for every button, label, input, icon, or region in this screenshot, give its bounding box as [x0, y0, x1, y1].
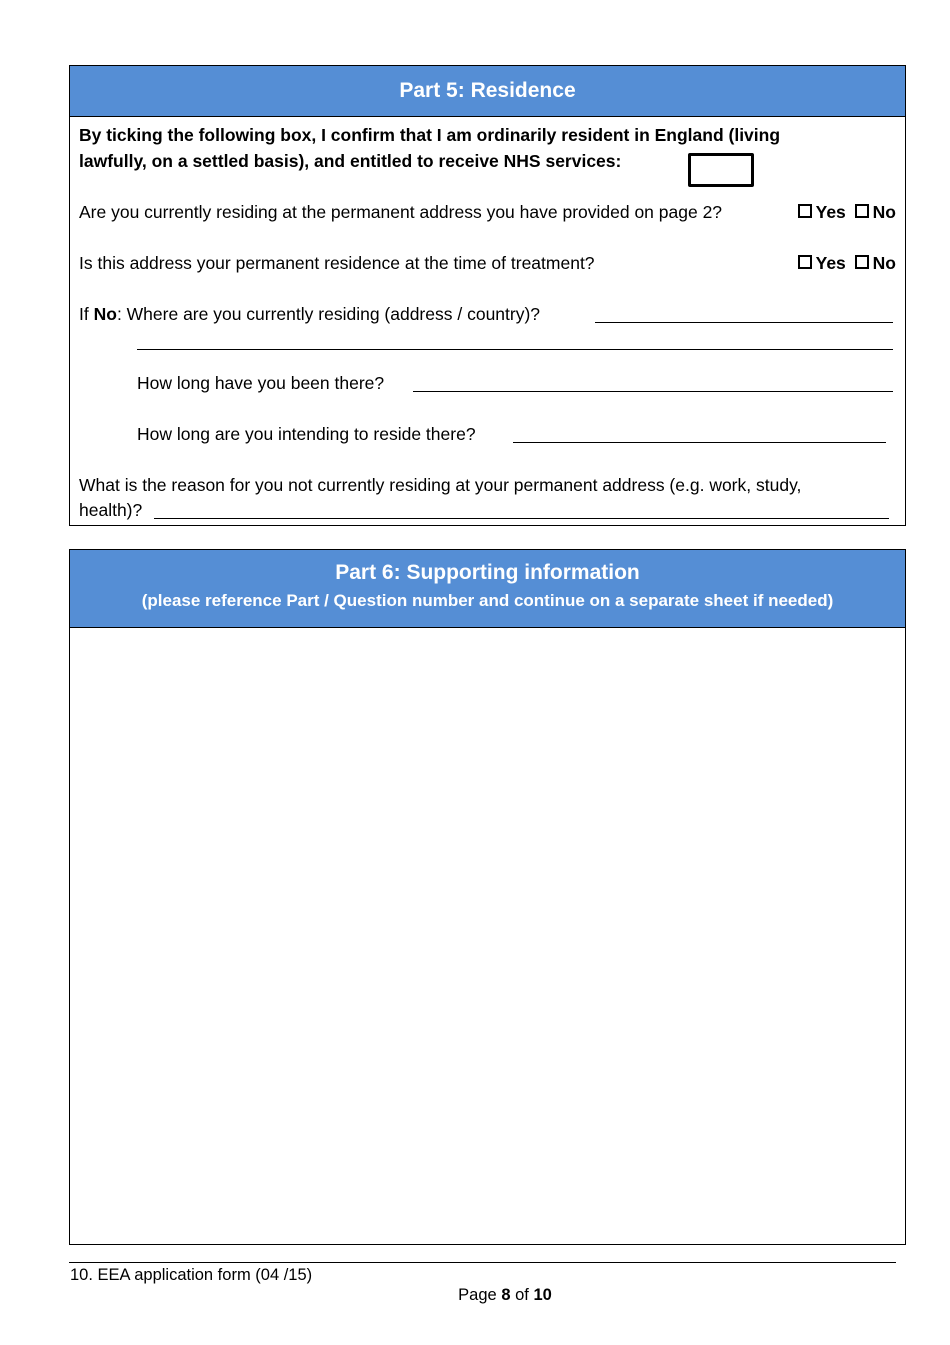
- question-current-address: Are you currently residing at the permanent address you have provided on page 2?: [79, 202, 723, 222]
- q2-no-checkbox[interactable]: [855, 255, 869, 269]
- q1-yes-label: Yes: [815, 202, 846, 222]
- confirm-statement-line2: lawfully, on a settled basis), and entitled to receive NHS services:: [79, 151, 622, 171]
- footer-page-number: [0, 1286, 950, 1305]
- reason-input[interactable]: [154, 503, 889, 519]
- if-no-prefix: If: [79, 304, 89, 324]
- reason-question-line2: health)?: [79, 500, 143, 520]
- page-total: 10: [533, 1286, 552, 1304]
- how-long-intend-question: How long are you intending to reside there?: [137, 424, 476, 444]
- q2-yes-label: Yes: [815, 253, 846, 273]
- q2-yes-checkbox[interactable]: [798, 255, 812, 269]
- q1-no-checkbox[interactable]: [855, 204, 869, 218]
- reason-question-line1: What is the reason for you not currently residing at your permanent address (e.g. work, study,: [79, 475, 802, 495]
- part6-subtitle: (please reference Part / Question number and continue on a separate sheet if needed): [141, 591, 834, 610]
- part6-title: Part 6: Supporting information: [335, 561, 640, 584]
- how-long-been-input[interactable]: [413, 376, 893, 392]
- part6-header: [70, 550, 905, 628]
- q1-yes-checkbox[interactable]: [798, 204, 812, 218]
- part5-title: Part 5: Residence: [70, 66, 905, 117]
- question-permanent-residence: Is this address your permanent residence at the time of treatment?: [79, 253, 595, 273]
- supporting-info-textarea[interactable]: [70, 628, 905, 1244]
- residence-confirm-checkbox[interactable]: [688, 153, 754, 187]
- page-prefix: Page: [458, 1286, 497, 1304]
- q2-yes-no: [798, 253, 896, 274]
- if-no-question: [79, 304, 540, 325]
- confirm-statement-line1: By ticking the following box, I confirm that I am ordinarily resident in England (living: [79, 125, 781, 145]
- footer-divider: [69, 1262, 896, 1263]
- if-no-bold: No: [93, 304, 117, 324]
- how-long-intend-input[interactable]: [513, 427, 886, 443]
- current-residence-input-line1[interactable]: [595, 307, 893, 323]
- q1-no-label: No: [872, 202, 896, 222]
- q1-yes-no: [798, 202, 896, 223]
- page-of: of: [515, 1286, 529, 1304]
- if-no-question-text: : Where are you currently residing (address / country)?: [116, 304, 541, 324]
- how-long-been-question: How long have you been there?: [137, 373, 385, 393]
- page-current: 8: [501, 1286, 511, 1304]
- current-residence-input-line2[interactable]: [137, 334, 893, 350]
- footer-form-ref: 10. EEA application form (04 /15): [70, 1266, 313, 1284]
- part5-residence-section: [69, 65, 906, 526]
- q2-no-label: No: [872, 253, 896, 273]
- part6-supporting-section: [69, 549, 906, 1245]
